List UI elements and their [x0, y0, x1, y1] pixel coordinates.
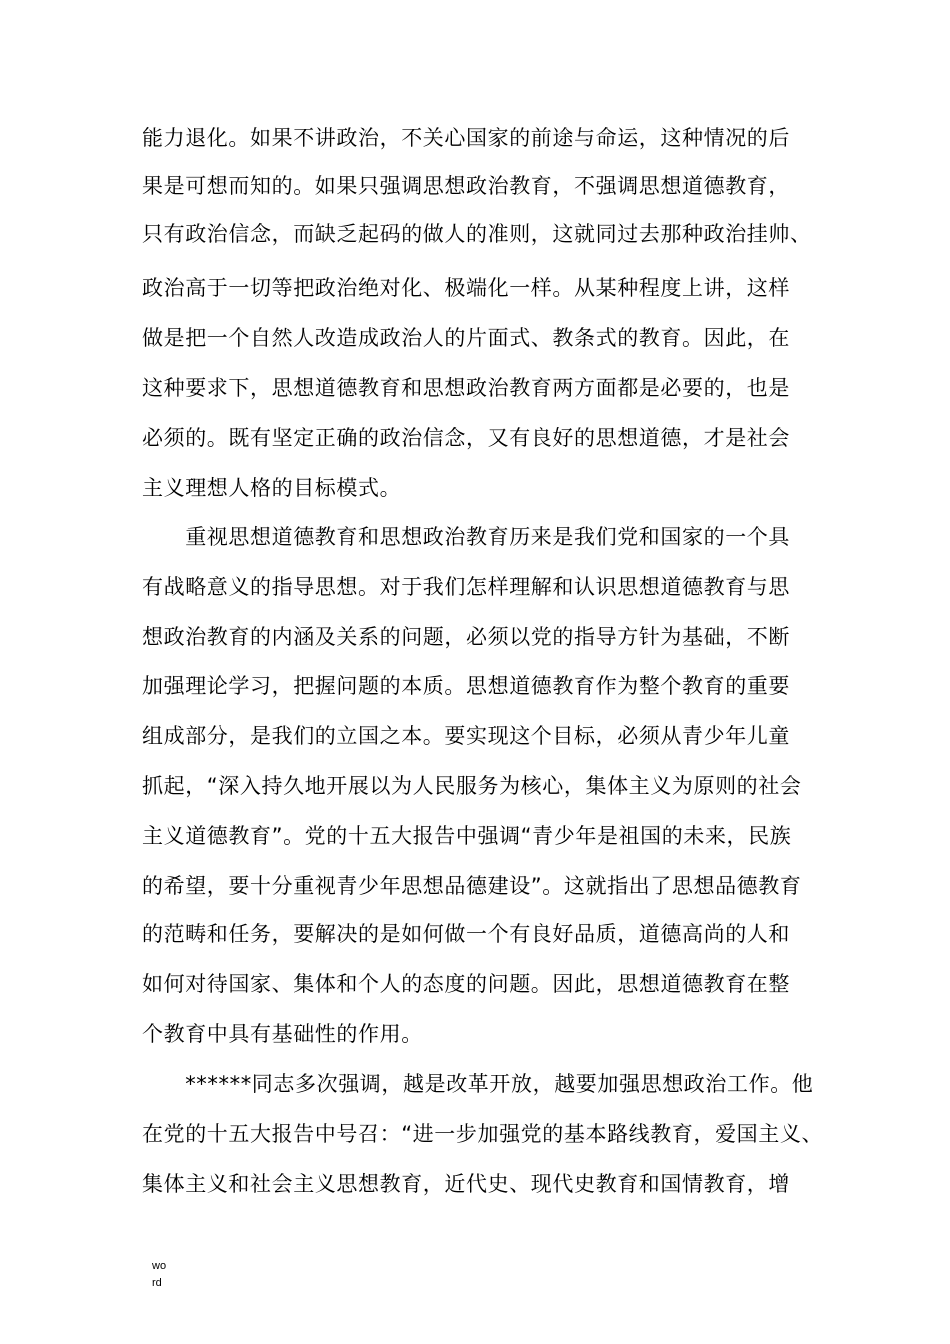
text-line: 这种要求下，思想道德教育和思想政治教育两方面都是必要的，也是	[142, 376, 790, 400]
text-line: 必须的。既有坚定正确的政治信念，又有良好的思想道德，才是社会	[142, 426, 790, 450]
text-line: 在党的十五大报告中号召：“进一步加强党的基本路线教育，爱国主义、	[142, 1122, 824, 1146]
footer-text: wo	[152, 1260, 167, 1272]
text-line: 个教育中具有基础性的作用。	[142, 1022, 423, 1046]
text-line: 政治高于一切等把政治绝对化、极端化一样。从某种程度上讲，这样	[142, 276, 790, 300]
page-footer	[152, 1258, 166, 1292]
text-line: 组成部分，是我们的立国之本。要实现这个目标，必须从青少年儿童	[142, 724, 790, 748]
text-line: 的范畴和任务，要解决的是如何做一个有良好品质，道德高尚的人和	[142, 922, 790, 946]
text-line: 能力退化。如果不讲政治，不关心国家的前途与命运，这种情况的后	[142, 126, 790, 150]
text-line: 主义理想人格的目标模式。	[142, 476, 402, 500]
text-line: 重视思想道德教育和思想政治教育历来是我们党和国家的一个具	[142, 525, 790, 549]
text-line: 的希望，要十分重视青少年思想品德建设”。这就指出了思想品德教育	[142, 874, 802, 898]
text-line: 加强理论学习，把握问题的本质。思想道德教育作为整个教育的重要	[142, 674, 790, 698]
text-line: 做是把一个自然人改造成政治人的片面式、教条式的教育。因此，在	[142, 326, 790, 350]
text-line: 有战略意义的指导思想。对于我们怎样理解和认识思想道德教育与思	[142, 575, 790, 599]
text-line: 主义道德教育”。党的十五大报告中强调“青少年是祖国的未来，民族	[142, 824, 792, 848]
text-line: ******同志多次强调，越是改革开放，越要加强思想政治工作。他	[142, 1072, 814, 1096]
footer-text: rd	[152, 1277, 162, 1289]
text-line: 想政治教育的内涵及关系的问题，必须以党的指导方针为基础，不断	[142, 625, 790, 649]
text-line: 果是可想而知的。如果只强调思想政治教育，不强调思想道德教育，	[142, 174, 790, 198]
text-line: 只有政治信念，而缺乏起码的做人的准则，这就同过去那种政治挂帅、	[142, 222, 812, 246]
text-line: 如何对待国家、集体和个人的态度的问题。因此，思想道德教育在整	[142, 972, 790, 996]
text-line: 抓起，“深入持久地开展以为人民服务为核心，集体主义为原则的社会	[142, 774, 802, 798]
text-line: 集体主义和社会主义思想教育，近代史、现代史教育和国情教育，增	[142, 1172, 790, 1196]
